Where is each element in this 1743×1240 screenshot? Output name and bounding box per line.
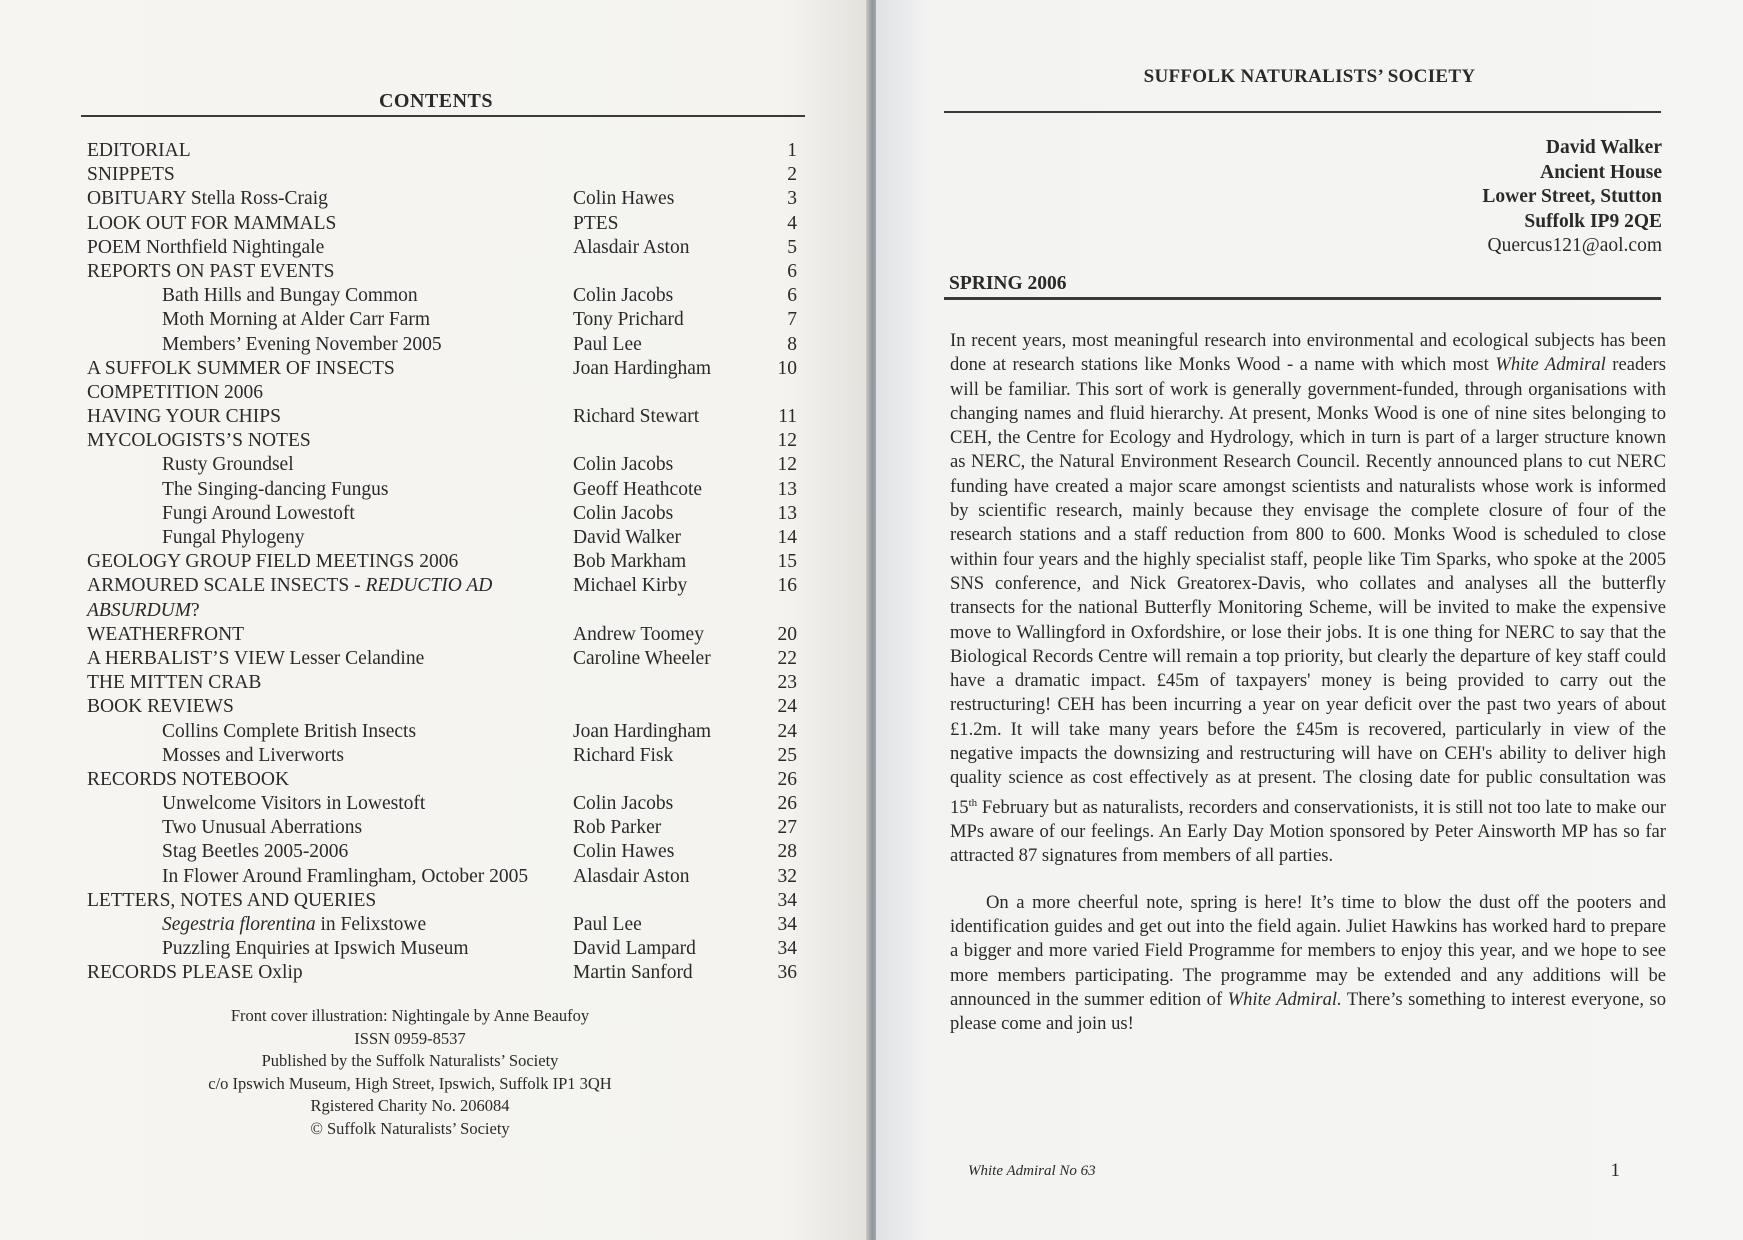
toc-page: 34 — [777, 938, 797, 960]
toc-entry — [87, 769, 807, 793]
toc-author: Colin Hawes — [573, 188, 675, 210]
toc-entry — [87, 793, 807, 817]
address-line: Lower Street, Stutton — [1482, 186, 1662, 207]
toc-author: Colin Jacobs — [573, 502, 674, 524]
editorial-paragraph: In recent years, most meaningful research into environmental and ecological subjects has been done at research stations like Monks Wood - a name with which most White Admiral readers will be familiar. This sort of work is generally government-funded, through organisations with changing names and fluid hierarchy. At present, Monks Wood is one of nine sites belonging to CEH, the Centre for Ecology and Hydrology, which in turn is part of a larger structure known as NERC, the Natural Environment Research Council. Recently announced plans to cut NERC funding have created a major scare amongst scientists and naturalists whose work is informed by scientific research, mainly because they envisage the complete closure of four of the research stations and a staff reduction from 800 to 600. Monks Wood is scheduled to close within four years and the highly specialist staff, people like Tim Sparks, who spoke at the 2005 SNS conference, and Nick Greatorex-Davis, who collates and analyses all the butterfly transects for the national Butterfly Monitoring Scheme, will be invited to make the expensive move to Wallingford in Oxfordshire, or lose their jobs. It is one thing for NERC to say that the Biological Records Centre will remain a top priority, but clearly the departure of key staff could have a dramatic impact. £45m of taxpayers' money is being provided to carry out the restructuring! CEH has been incurring a year on year deficit over the past two years of about £1.2m. It will take many years before the £45m is recovered, particularly in view of the negative impacts the downsizing and restructuring will have on CEH's ability to deliver high quality science as cost effectively as at present. The closing date for public consultation was 15th February but as naturalists, recorders and conservationists, it is still not too late to make our MPs aware of our feelings. An Early Day Motion sponsored by Peter Ainsworth MP has so far attracted 87 signatures from members of all parties. — [950, 330, 1666, 867]
toc-title: Fungal Phylogeny — [162, 527, 305, 548]
toc-entry — [87, 721, 807, 745]
toc-title: Segestria florentina in Felixstowe — [162, 914, 427, 935]
toc-page: 28 — [777, 841, 797, 863]
toc-author: Colin Jacobs — [573, 454, 674, 476]
toc-page: 12 — [777, 454, 797, 476]
issue-season: SPRING 2006 — [949, 273, 1067, 294]
toc-author: Paul Lee — [573, 914, 642, 935]
toc-title: The Singing-dancing Fungus — [162, 478, 389, 500]
season-rule — [944, 297, 1661, 300]
magazine-issue: White Admiral No 63 — [968, 1163, 1096, 1179]
address-line: David Walker — [1545, 137, 1662, 158]
header-rule — [944, 111, 1661, 113]
toc-title: In Flower Around Framlingham, October 2005 — [162, 865, 529, 887]
toc-page: 27 — [777, 817, 797, 839]
toc-entry — [87, 914, 807, 938]
credit-line: © Suffolk Naturalists’ Society — [310, 1118, 510, 1138]
toc-entry — [87, 938, 807, 962]
toc-entry — [87, 745, 807, 769]
toc-page: 6 — [787, 260, 797, 282]
toc-entry — [87, 890, 807, 914]
toc-author: Tony Prichard — [573, 309, 684, 331]
toc-title: Puzzling Enquiries at Ipswich Museum — [162, 938, 469, 960]
toc-page: 6 — [787, 285, 797, 307]
editorial-text — [950, 329, 1666, 1037]
toc-title: SNIPPETS — [87, 164, 175, 186]
toc-title: ABSURDUM? — [87, 599, 200, 621]
toc-page: 34 — [777, 889, 797, 911]
toc-page: 36 — [777, 962, 797, 984]
toc-page: 2 — [787, 164, 797, 186]
toc-page: 22 — [777, 647, 797, 669]
toc-title: MYCOLOGISTS’S NOTES — [87, 430, 311, 452]
editor-address — [1482, 136, 1662, 259]
toc-page: 26 — [777, 793, 797, 815]
toc-title: LETTERS, NOTES AND QUERIES — [87, 889, 377, 911]
toc-author: Martin Sanford — [573, 962, 693, 984]
toc-author: Joan Hardingham — [573, 720, 712, 742]
toc-entry — [87, 648, 807, 672]
toc-entry — [87, 285, 807, 309]
toc-author: Richard Stewart — [573, 406, 700, 428]
credit-line: c/o Ipswich Museum, High Street, Ipswich, Suffolk IP1 3QH — [208, 1073, 612, 1093]
toc-entry — [87, 527, 807, 551]
toc-page: 7 — [787, 309, 797, 331]
toc-title: WEATHERFRONT — [87, 623, 245, 645]
toc-entry — [87, 866, 807, 890]
contents-rule — [81, 115, 805, 117]
toc-entry — [87, 188, 807, 212]
toc-page: 32 — [777, 865, 797, 887]
toc-entry — [87, 817, 807, 841]
toc-author: Colin Jacobs — [573, 793, 674, 815]
toc-entry — [87, 382, 807, 406]
toc-title: Mosses and Liverworts — [162, 744, 344, 766]
toc-title: Rusty Groundsel — [162, 454, 294, 476]
toc-entry — [87, 672, 807, 696]
toc-entry — [87, 575, 807, 599]
toc-title: Fungi Around Lowestoft — [162, 502, 355, 524]
toc-author: Richard Fisk — [573, 744, 674, 766]
toc-entry — [87, 140, 807, 164]
address-line: Suffolk IP9 2QE — [1524, 210, 1662, 232]
toc-entry — [87, 962, 807, 986]
toc-entry — [87, 503, 807, 527]
address-line: Ancient House — [1540, 161, 1662, 183]
toc-entry — [87, 164, 807, 188]
toc-author: Paul Lee — [573, 333, 642, 355]
toc-entry — [87, 454, 807, 478]
table-of-contents — [87, 140, 807, 987]
page-number: 1 — [1610, 1160, 1620, 1181]
toc-page: 10 — [777, 357, 797, 379]
toc-title: A SUFFOLK SUMMER OF INSECTS — [87, 357, 395, 379]
toc-author: Joan Hardingham — [573, 357, 712, 379]
society-heading: SUFFOLK NATURALISTS’ SOCIETY — [1143, 66, 1476, 87]
toc-title: COMPETITION 2006 — [87, 381, 264, 403]
toc-title: RECORDS PLEASE Oxlip — [87, 962, 303, 984]
toc-page: 3 — [787, 188, 797, 210]
toc-title: EDITORIAL — [87, 140, 191, 161]
editor-email: Quercus121@aol.com — [1487, 235, 1662, 256]
toc-page: 1 — [787, 140, 797, 161]
toc-page: 5 — [787, 236, 797, 258]
right-page — [876, 0, 1743, 1240]
credit-line: Rgistered Charity No. 206084 — [310, 1096, 510, 1115]
toc-author: David Walker — [573, 527, 681, 548]
toc-page: 26 — [777, 768, 797, 790]
toc-title: REPORTS ON PAST EVENTS — [87, 260, 335, 282]
toc-page: 24 — [777, 720, 797, 742]
toc-page: 23 — [777, 672, 797, 694]
toc-title: GEOLOGY GROUP FIELD MEETINGS 2006 — [87, 551, 459, 573]
toc-title: POEM Northfield Nightingale — [87, 236, 325, 258]
toc-page: 20 — [777, 623, 797, 645]
toc-page: 34 — [777, 914, 797, 935]
toc-entry — [87, 624, 807, 648]
toc-entry — [87, 358, 807, 382]
toc-title: THE MITTEN CRAB — [87, 672, 262, 694]
toc-title: Unwelcome Visitors in Lowestoft — [162, 793, 426, 815]
publication-credits — [0, 1005, 820, 1140]
toc-entry — [87, 696, 807, 720]
toc-title: OBITUARY Stella Ross-Craig — [87, 188, 328, 210]
toc-entry — [87, 430, 807, 454]
toc-page: 16 — [777, 575, 797, 597]
toc-author: Michael Kirby — [573, 575, 688, 597]
toc-page: 8 — [787, 333, 797, 355]
toc-page: 11 — [778, 406, 797, 428]
toc-author: Caroline Wheeler — [573, 647, 711, 669]
toc-entry — [87, 841, 807, 865]
toc-title: ARMOURED SCALE INSECTS - REDUCTIO AD — [87, 575, 493, 597]
toc-author: Bob Markham — [573, 551, 687, 573]
credit-line: Front cover illustration: Nightingale by Anne Beaufoy — [230, 1006, 590, 1025]
toc-page: 24 — [777, 696, 797, 718]
toc-page: 14 — [777, 527, 797, 548]
toc-page: 13 — [777, 478, 797, 500]
toc-author: Alasdair Aston — [573, 865, 690, 887]
toc-title: BOOK REVIEWS — [87, 696, 234, 718]
toc-title: Stag Beetles 2005-2006 — [162, 841, 349, 863]
toc-entry — [87, 261, 807, 285]
toc-title: Two Unusual Aberrations — [162, 817, 363, 839]
toc-author: PTES — [573, 212, 619, 234]
toc-title: Collins Complete British Insects — [162, 720, 417, 742]
toc-author: Geoff Heathcote — [573, 478, 703, 500]
toc-page: 13 — [777, 502, 797, 524]
toc-entry — [87, 237, 807, 261]
contents-heading: CONTENTS — [378, 90, 494, 112]
toc-author: Colin Jacobs — [573, 285, 674, 307]
toc-entry — [87, 406, 807, 430]
toc-title: Bath Hills and Bungay Common — [162, 285, 418, 307]
toc-entry — [87, 213, 807, 237]
toc-page: 12 — [777, 430, 797, 452]
toc-entry — [87, 551, 807, 575]
toc-entry — [87, 309, 807, 333]
toc-page: 15 — [777, 551, 797, 573]
credit-line: ISSN 0959-8537 — [354, 1028, 466, 1048]
toc-page: 4 — [787, 212, 797, 234]
toc-entry — [87, 334, 807, 358]
toc-author: Alasdair Aston — [573, 236, 690, 258]
toc-page: 25 — [777, 744, 797, 766]
editorial-paragraph: On a more cheerful note, spring is here! It’s time to blow the dust off the pooters and identification guides and get out into the field again. Juliet Hawkins has worked hard to prepare a bigger and more varied Field Programme for members to enjoy this year, and we hope to see more members participating. The programme may be extended and any additions will be announced in the summer edition of White Admiral. There’s something to interest everyone, so please come and join us! — [950, 891, 1666, 1035]
toc-author: David Lampard — [573, 938, 696, 960]
toc-title: A HERBALIST’S VIEW Lesser Celandine — [87, 647, 425, 669]
toc-author: Andrew Toomey — [573, 623, 704, 645]
toc-title: RECORDS NOTEBOOK — [87, 768, 290, 790]
toc-title: Members’ Evening November 2005 — [162, 333, 442, 355]
toc-author: Colin Hawes — [573, 841, 675, 863]
toc-author: Rob Parker — [573, 817, 662, 839]
toc-entry — [87, 600, 807, 624]
toc-title: LOOK OUT FOR MAMMALS — [87, 212, 337, 234]
toc-title: HAVING YOUR CHIPS — [87, 406, 281, 428]
toc-title: Moth Morning at Alder Carr Farm — [162, 309, 431, 331]
toc-entry — [87, 479, 807, 503]
credit-line: Published by the Suffolk Naturalists’ Society — [261, 1051, 559, 1070]
